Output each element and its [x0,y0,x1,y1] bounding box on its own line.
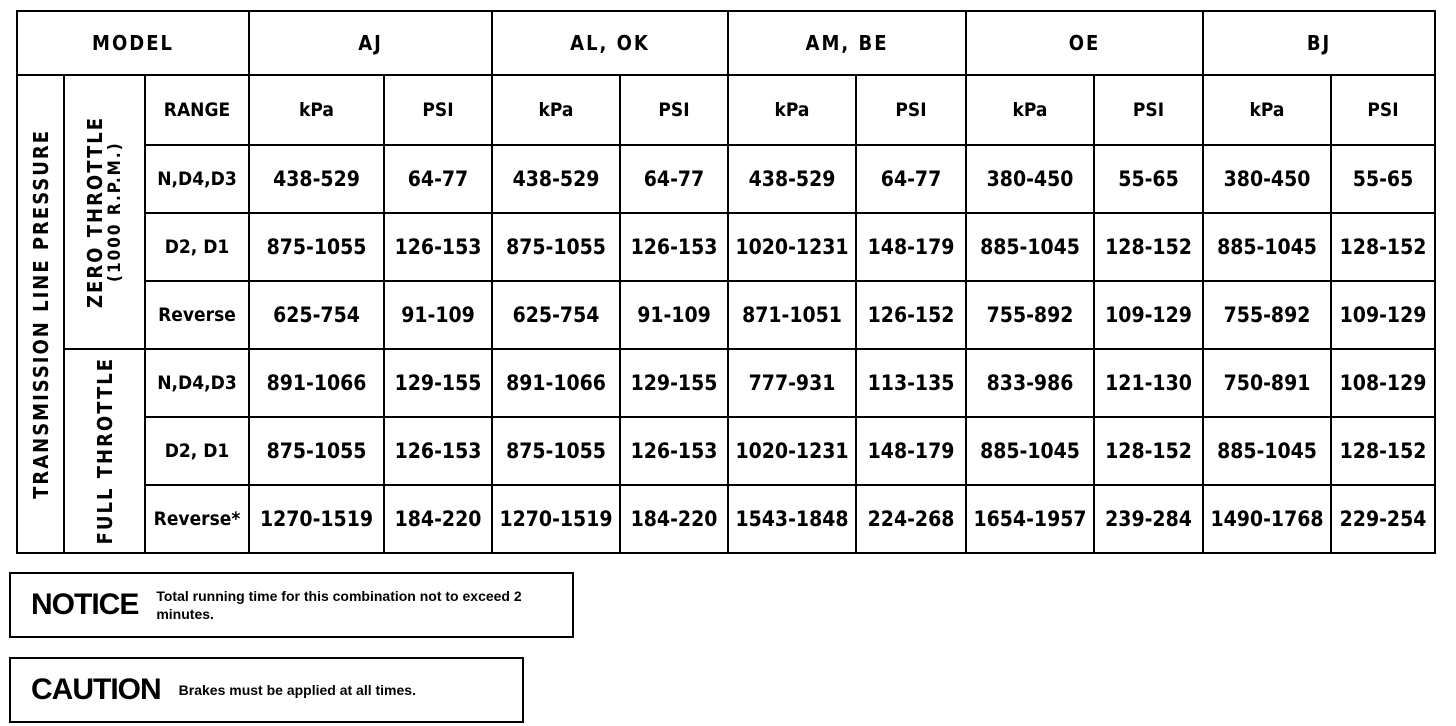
unit-header: PSI [856,75,966,145]
unit-header: PSI [1331,75,1435,145]
value-cell: 126-153 [384,417,492,485]
model-header-al-ok: AL, OK [492,11,728,75]
value-cell: 777-931 [728,349,856,417]
value-cell: 891-1066 [492,349,620,417]
value-cell: 1020-1231 [728,213,856,281]
value-cell: 755-892 [966,281,1094,349]
value-cell: 148-179 [856,213,966,281]
model-header-oe: OE [966,11,1203,75]
value-cell: 755-892 [1203,281,1331,349]
notice-title: NOTICE [31,588,139,621]
line-pressure-table [16,10,1436,554]
full-throttle-title: FULL THROTTLE [92,357,117,545]
value-cell: 148-179 [856,417,966,485]
model-label: MODEL [17,11,249,75]
range-cell: Reverse [145,281,249,349]
range-cell: N,D4,D3 [145,349,249,417]
value-cell: 625-754 [249,281,384,349]
unit-header: kPa [728,75,856,145]
value-cell: 380-450 [966,145,1094,213]
notice-text: Total running time for this combination not to exceed 2 minutes. [156,588,522,622]
value-cell: 126-153 [620,213,728,281]
unit-header-row [17,75,1435,145]
value-cell: 1270-1519 [249,485,384,553]
value-cell: 229-254 [1331,485,1435,553]
value-cell: 625-754 [492,281,620,349]
unit-header: PSI [620,75,728,145]
unit-header: PSI [384,75,492,145]
range-cell: D2, D1 [145,417,249,485]
notice-box [9,572,574,638]
range-cell: D2, D1 [145,213,249,281]
value-cell: 128-152 [1094,213,1203,281]
value-cell: 64-77 [384,145,492,213]
zero-throttle-label [64,75,145,349]
unit-header: kPa [966,75,1094,145]
value-cell: 875-1055 [492,417,620,485]
value-cell: 750-891 [1203,349,1331,417]
value-cell: 224-268 [856,485,966,553]
value-cell: 55-65 [1331,145,1435,213]
value-cell: 380-450 [1203,145,1331,213]
model-header-am-be: AM, BE [728,11,966,75]
table-row [17,145,1435,213]
value-cell: 126-152 [856,281,966,349]
model-header-bj: BJ [1203,11,1435,75]
value-cell: 64-77 [620,145,728,213]
value-cell: 109-129 [1331,281,1435,349]
transmission-line-pressure-label [17,75,64,553]
unit-header: kPa [1203,75,1331,145]
value-cell: 1020-1231 [728,417,856,485]
value-cell: 126-153 [384,213,492,281]
table-row [17,349,1435,417]
caution-title: CAUTION [31,673,161,706]
value-cell: 55-65 [1094,145,1203,213]
zero-throttle-title: ZERO THROTTLE [83,115,108,308]
value-cell: 885-1045 [966,213,1094,281]
value-cell: 438-529 [492,145,620,213]
value-cell: 64-77 [856,145,966,213]
value-cell: 1490-1768 [1203,485,1331,553]
value-cell: 1270-1519 [492,485,620,553]
table-row [17,281,1435,349]
value-cell: 1654-1957 [966,485,1094,553]
value-cell: 91-109 [384,281,492,349]
value-cell: 126-153 [620,417,728,485]
full-throttle-label [64,349,145,553]
range-header: RANGE [145,75,249,145]
value-cell: 121-130 [1094,349,1203,417]
value-cell: 885-1045 [1203,213,1331,281]
table-row [17,417,1435,485]
value-cell: 438-529 [728,145,856,213]
value-cell: 128-152 [1331,417,1435,485]
value-cell: 438-529 [249,145,384,213]
model-header-aj: AJ [249,11,492,75]
value-cell: 833-986 [966,349,1094,417]
table-row [17,485,1435,553]
caution-box [9,657,524,723]
range-cell: N,D4,D3 [145,145,249,213]
unit-header: PSI [1094,75,1203,145]
value-cell: 184-220 [384,485,492,553]
value-cell: 113-135 [856,349,966,417]
value-cell: 128-152 [1331,213,1435,281]
value-cell: 885-1045 [966,417,1094,485]
value-cell: 128-152 [1094,417,1203,485]
value-cell: 239-284 [1094,485,1203,553]
value-cell: 875-1055 [492,213,620,281]
table-row [17,213,1435,281]
range-cell: Reverse* [145,485,249,553]
zero-throttle-label-text [84,116,125,308]
model-header-row [17,11,1435,75]
value-cell: 108-129 [1331,349,1435,417]
unit-header: kPa [249,75,384,145]
value-cell: 129-155 [384,349,492,417]
value-cell: 885-1045 [1203,417,1331,485]
value-cell: 891-1066 [249,349,384,417]
caution-text: Brakes must be applied at all times. [178,682,416,698]
side-label-text: TRANSMISSION LINE PRESSURE [28,129,53,499]
value-cell: 91-109 [620,281,728,349]
unit-header: kPa [492,75,620,145]
value-cell: 129-155 [620,349,728,417]
value-cell: 875-1055 [249,213,384,281]
value-cell: 871-1051 [728,281,856,349]
value-cell: 184-220 [620,485,728,553]
zero-throttle-rpm: (1000 R.P.M.) [105,141,126,283]
value-cell: 109-129 [1094,281,1203,349]
value-cell: 1543-1848 [728,485,856,553]
value-cell: 875-1055 [249,417,384,485]
